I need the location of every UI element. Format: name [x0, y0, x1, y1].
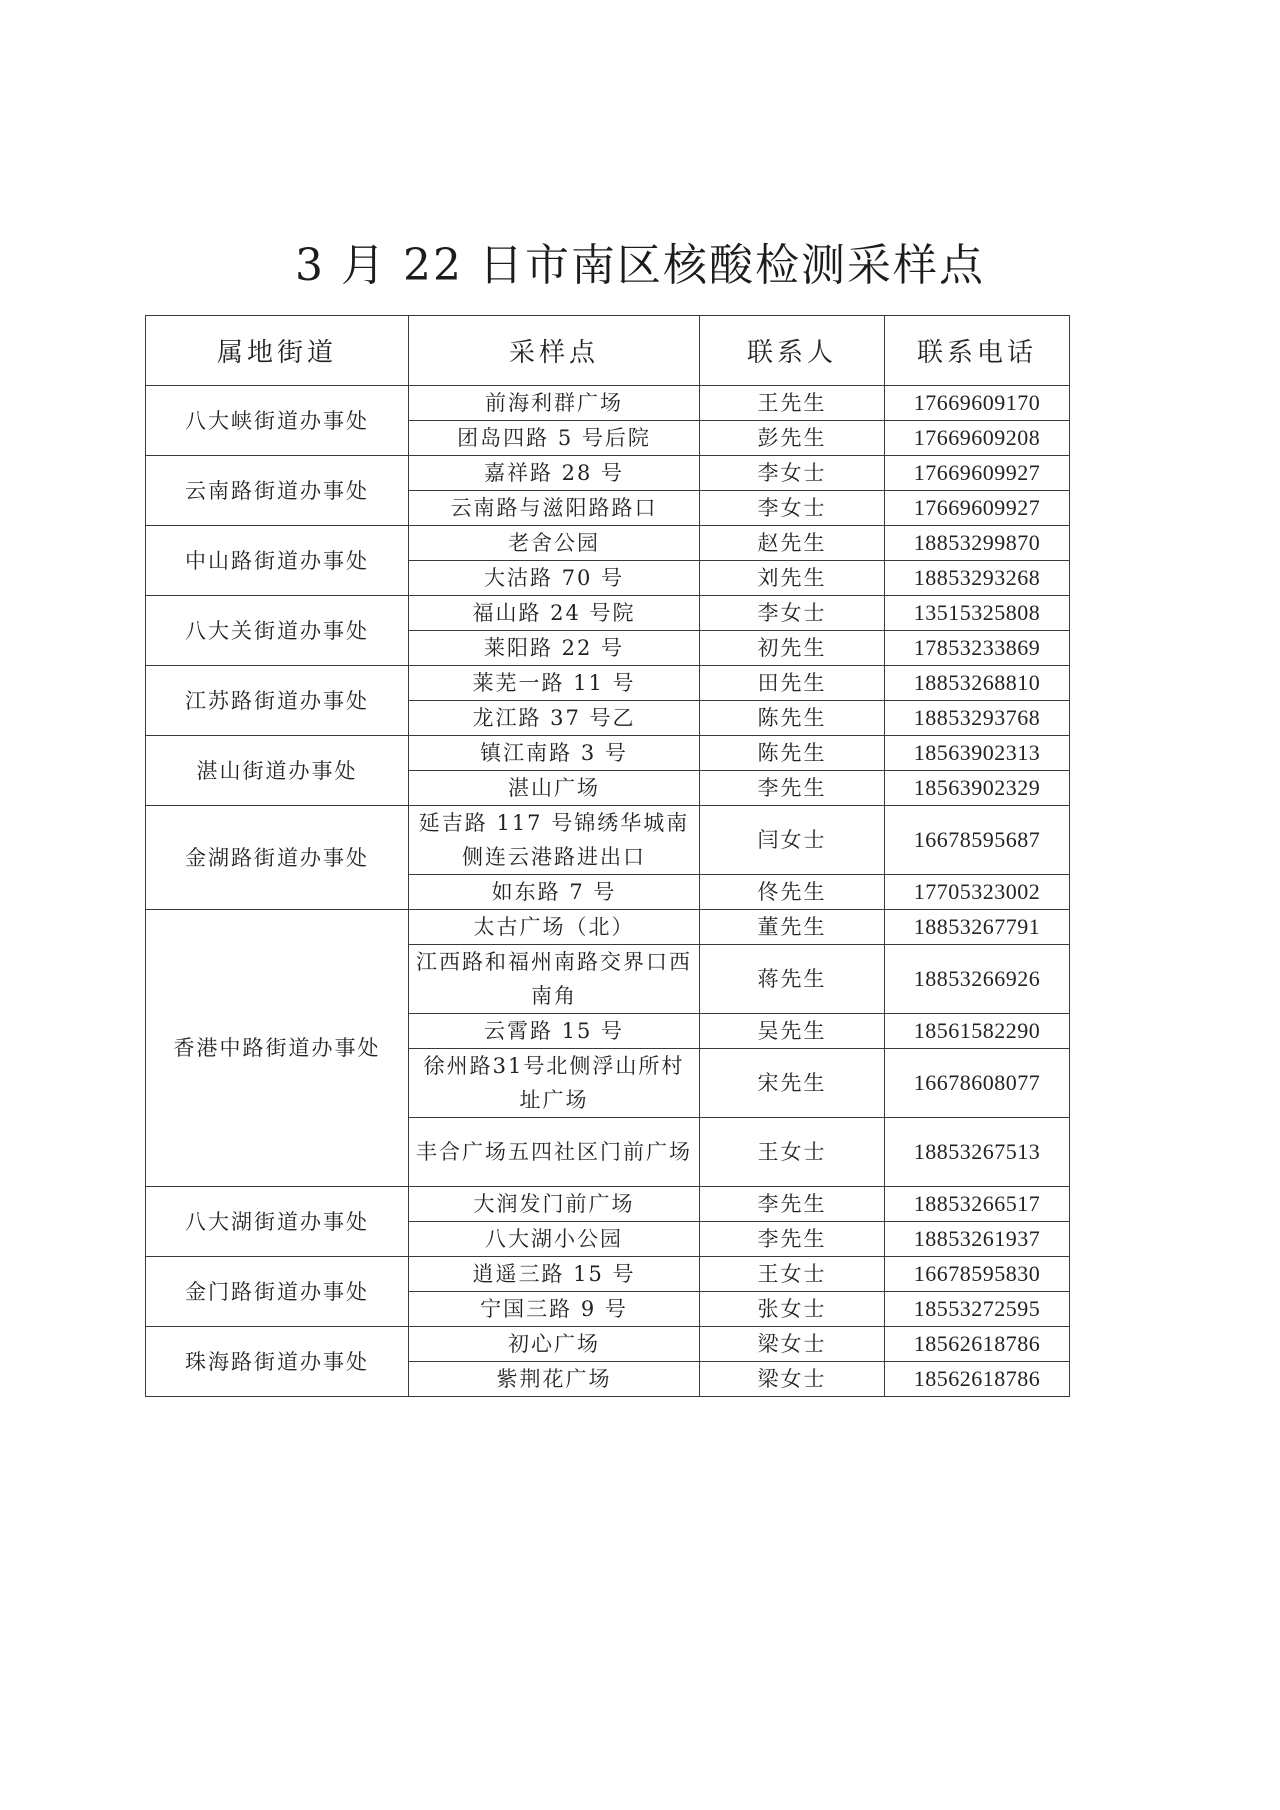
site-cell: 老舍公园: [409, 526, 700, 561]
site-cell: 逍遥三路 15 号: [409, 1257, 700, 1292]
phone-cell: 17853233869: [885, 631, 1070, 666]
table-row: [146, 910, 1070, 945]
contact-cell: 王女士: [700, 1118, 885, 1187]
contact-cell: 李先生: [700, 1222, 885, 1257]
contact-cell: 陈先生: [700, 701, 885, 736]
site-cell: 丰合广场五四社区门前广场: [409, 1118, 700, 1187]
phone-cell: 18853299870: [885, 526, 1070, 561]
district-cell: 八大峡街道办事处: [146, 386, 409, 456]
site-cell: 太古广场（北）: [409, 910, 700, 945]
table-body: [146, 386, 1070, 1397]
phone-cell: 18853267791: [885, 910, 1070, 945]
contact-cell: 梁女士: [700, 1327, 885, 1362]
district-cell: 金湖路街道办事处: [146, 806, 409, 910]
contact-cell: 梁女士: [700, 1362, 885, 1397]
header-phone: 联系电话: [885, 316, 1070, 386]
header-district: 属地街道: [146, 316, 409, 386]
contact-cell: 宋先生: [700, 1049, 885, 1118]
table-header: [146, 316, 1070, 386]
site-cell: 宁国三路 9 号: [409, 1292, 700, 1327]
site-cell: 江西路和福州南路交界口西南角: [409, 945, 700, 1014]
phone-cell: 18553272595: [885, 1292, 1070, 1327]
contact-cell: 吴先生: [700, 1014, 885, 1049]
site-cell: 莱阳路 22 号: [409, 631, 700, 666]
site-cell: 延吉路 117 号锦绣华城南侧连云港路进出口: [409, 806, 700, 875]
table-row: [146, 456, 1070, 491]
site-cell: 初心广场: [409, 1327, 700, 1362]
header-site: 采样点: [409, 316, 700, 386]
table-row: [146, 666, 1070, 701]
site-cell: 大润发门前广场: [409, 1187, 700, 1222]
phone-cell: 18562618786: [885, 1362, 1070, 1397]
table-row: [146, 806, 1070, 875]
district-cell: 珠海路街道办事处: [146, 1327, 409, 1397]
phone-cell: 18853268810: [885, 666, 1070, 701]
site-cell: 云霄路 15 号: [409, 1014, 700, 1049]
table-row: [146, 736, 1070, 771]
site-cell: 徐州路31号北侧浮山所村址广场: [409, 1049, 700, 1118]
contact-cell: 董先生: [700, 910, 885, 945]
phone-cell: 18563902329: [885, 771, 1070, 806]
phone-cell: 18853266926: [885, 945, 1070, 1014]
site-cell: 如东路 7 号: [409, 875, 700, 910]
page-title: 3 月 22 日市南区核酸检测采样点: [295, 240, 985, 291]
sampling-sites-table: [145, 315, 1070, 1397]
site-cell: 前海利群广场: [409, 386, 700, 421]
phone-cell: 18561582290: [885, 1014, 1070, 1049]
header-contact: 联系人: [700, 316, 885, 386]
contact-cell: 李女士: [700, 596, 885, 631]
phone-cell: 17669609208: [885, 421, 1070, 456]
site-cell: 镇江南路 3 号: [409, 736, 700, 771]
contact-cell: 李先生: [700, 771, 885, 806]
table-row: [146, 1327, 1070, 1362]
contact-cell: 王女士: [700, 1257, 885, 1292]
site-cell: 八大湖小公园: [409, 1222, 700, 1257]
contact-cell: 张女士: [700, 1292, 885, 1327]
phone-cell: 17705323002: [885, 875, 1070, 910]
contact-cell: 蒋先生: [700, 945, 885, 1014]
district-cell: 八大关街道办事处: [146, 596, 409, 666]
phone-cell: 13515325808: [885, 596, 1070, 631]
header-row: [146, 316, 1070, 386]
site-cell: 紫荆花广场: [409, 1362, 700, 1397]
phone-cell: 18563902313: [885, 736, 1070, 771]
site-cell: 云南路与滋阳路路口: [409, 491, 700, 526]
contact-cell: 闫女士: [700, 806, 885, 875]
table-row: [146, 1257, 1070, 1292]
site-cell: 大沽路 70 号: [409, 561, 700, 596]
phone-cell: 18853266517: [885, 1187, 1070, 1222]
phone-cell: 17669609927: [885, 456, 1070, 491]
table-row: [146, 596, 1070, 631]
phone-cell: 16678608077: [885, 1049, 1070, 1118]
contact-cell: 李先生: [700, 1187, 885, 1222]
district-cell: 中山路街道办事处: [146, 526, 409, 596]
site-cell: 福山路 24 号院: [409, 596, 700, 631]
district-cell: 湛山街道办事处: [146, 736, 409, 806]
phone-cell: 18853267513: [885, 1118, 1070, 1187]
district-cell: 云南路街道办事处: [146, 456, 409, 526]
contact-cell: 王先生: [700, 386, 885, 421]
district-cell: 江苏路街道办事处: [146, 666, 409, 736]
contact-cell: 刘先生: [700, 561, 885, 596]
district-cell: 金门路街道办事处: [146, 1257, 409, 1327]
phone-cell: 18853293268: [885, 561, 1070, 596]
contact-cell: 陈先生: [700, 736, 885, 771]
phone-cell: 17669609927: [885, 491, 1070, 526]
phone-cell: 17669609170: [885, 386, 1070, 421]
contact-cell: 初先生: [700, 631, 885, 666]
site-cell: 莱芜一路 11 号: [409, 666, 700, 701]
phone-cell: 18853293768: [885, 701, 1070, 736]
contact-cell: 田先生: [700, 666, 885, 701]
table-row: [146, 1187, 1070, 1222]
contact-cell: 李女士: [700, 491, 885, 526]
site-cell: 嘉祥路 28 号: [409, 456, 700, 491]
phone-cell: 18853261937: [885, 1222, 1070, 1257]
phone-cell: 16678595687: [885, 806, 1070, 875]
contact-cell: 赵先生: [700, 526, 885, 561]
phone-cell: 18562618786: [885, 1327, 1070, 1362]
site-cell: 团岛四路 5 号后院: [409, 421, 700, 456]
district-cell: 香港中路街道办事处: [146, 910, 409, 1187]
contact-cell: 李女士: [700, 456, 885, 491]
contact-cell: 彭先生: [700, 421, 885, 456]
site-cell: 龙江路 37 号乙: [409, 701, 700, 736]
table-row: [146, 386, 1070, 421]
table-row: [146, 526, 1070, 561]
district-cell: 八大湖街道办事处: [146, 1187, 409, 1257]
contact-cell: 佟先生: [700, 875, 885, 910]
site-cell: 湛山广场: [409, 771, 700, 806]
phone-cell: 16678595830: [885, 1257, 1070, 1292]
